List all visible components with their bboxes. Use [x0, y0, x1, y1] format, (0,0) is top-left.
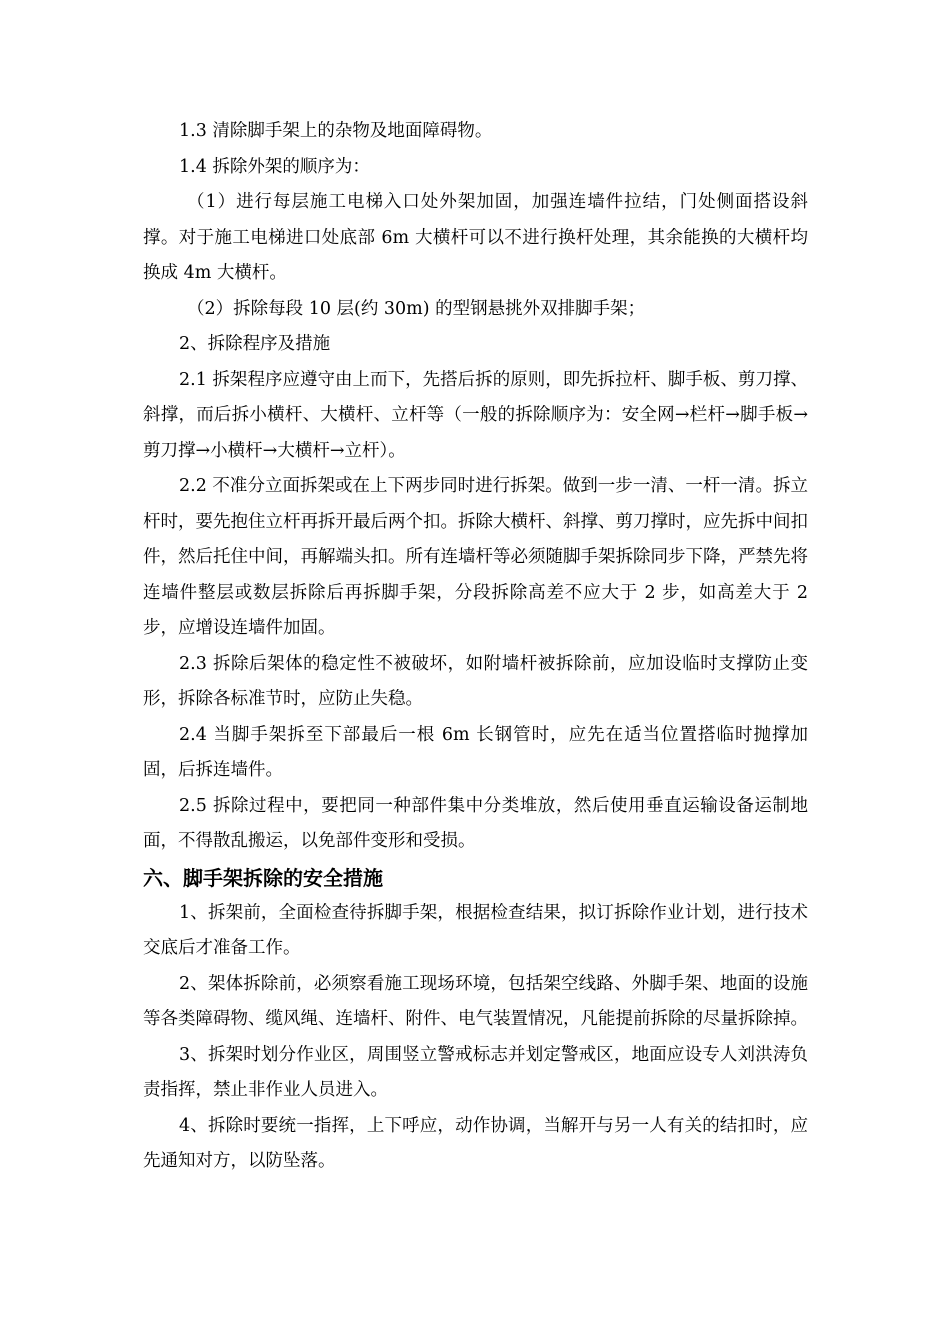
paragraph-2-3: 2.3 拆除后架体的稳定性不被破坏，如附墙杆被拆除前，应加设临时支撑防止变形，拆除各标准节时，应防止失稳。: [143, 653, 808, 709]
paragraph-step-1: （1）进行每层施工电梯入口处外架加固，加强连墙件拉结，门处侧面搭设斜撑。对于施工电梯进口处底部 6m 大横杆可以不进行换杆处理，其余能换的大横杆均换成 4m 大横杆。: [143, 192, 808, 283]
paragraph-2-1: 2.1 拆架程序应遵守由上而下，先搭后拆的原则，即先拆拉杆、脚手板、剪刀撑、斜撑，而后拆小横杆、大横杆、立杆等（一般的拆除顺序为：安全网→栏杆→脚手板→剪刀撑→小横杆→大横杆→立杆）。: [143, 369, 808, 461]
section-heading: 六、脚手架拆除的安全措施: [143, 865, 383, 890]
paragraph-2-2: 2.2 不准分立面拆架或在上下两步同时进行拆架。做到一步一清、一杆一清。拆立杆时，要先抱住立杆再拆开最后两个扣。拆除大横杆、斜撑、剪刀撑时，应先拆中间扣件，然后托住中间，再解端头扣。所有连墙杆等必须随脚手架拆除同步下降，严禁先将连墙件整层或数层拆除后再拆脚手架，分段拆除高差不应大于 2 步，如高差大于 2 步，应增设连墙件加固。: [143, 476, 808, 638]
paragraph-2-4: 2.4 当脚手架拆至下部最后一根 6m 长钢管时，应先在适当位置搭临时抛撑加固，后拆连墙件。: [143, 724, 808, 780]
safety-item-2: 2、架体拆除前，必须察看施工现场环境，包括架空线路、外脚手架、地面的设施等各类障碍物、缆风绳、连墙杆、附件、电气装置情况，凡能提前拆除的尽量拆除掉。: [143, 973, 808, 1029]
safety-item-1: 1、拆架前，全面检查待拆脚手架，根据检查结果，拟订拆除作业计划，进行技术交底后才准备工作。: [143, 902, 808, 958]
safety-item-4: 4、拆除时要统一指挥，上下呼应，动作协调，当解开与另一人有关的结扣时，应先通知对方，以防坠落。: [143, 1115, 808, 1171]
paragraph-2-5: 2.5 拆除过程中，要把同一种部件集中分类堆放，然后使用垂直运输设备运制地面，不得散乱搬运，以免部件变形和受损。: [143, 795, 808, 851]
paragraph-1-4: 1.4 拆除外架的顺序为：: [179, 156, 370, 177]
document-page: [143, 114, 808, 1180]
paragraph-1-3: 1.3 清除脚手架上的杂物及地面障碍物。: [179, 121, 493, 141]
paragraph-section-2: 2、拆除程序及措施: [179, 334, 331, 354]
safety-item-3: 3、拆架时划分作业区，周围竖立警戒标志并划定警戒区，地面应设专人刘洪涛负责指挥，禁止非作业人员进入。: [143, 1044, 808, 1100]
paragraph-step-2: （2）拆除每段 10 层(约 30m) 的型钢悬挑外双排脚手架；: [187, 298, 646, 319]
